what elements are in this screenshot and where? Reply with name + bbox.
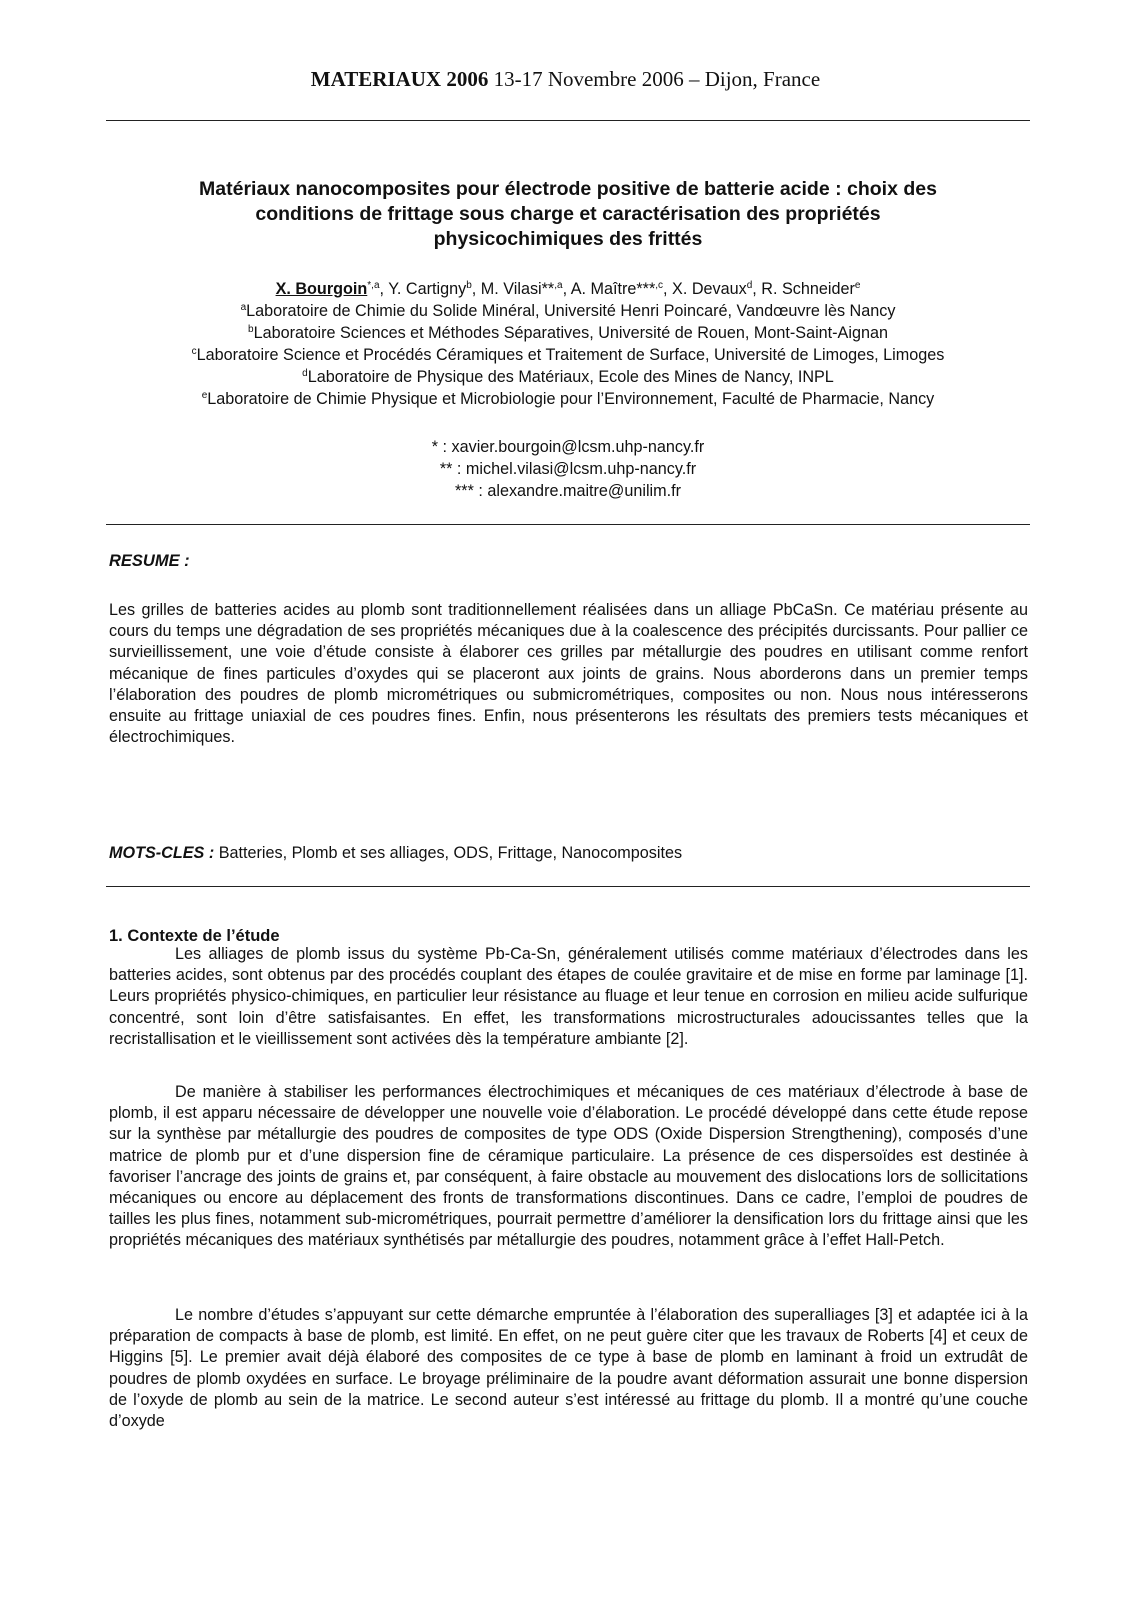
affiliation-mark: e [201,390,208,401]
affiliation [106,344,1030,366]
author-separator: , [471,280,481,298]
author-separator: , [752,280,762,298]
abstract-label: RESUME : [109,552,190,570]
author-separator: , [663,280,673,298]
author-name: R. Schneider [761,280,855,298]
section-heading: 1. Contexte de l’étude [109,927,280,945]
conference-dates: 13-17 Novembre 2006 – Dijon, France [488,67,821,91]
affiliation [106,388,1030,410]
author-affil-mark: d [746,280,753,291]
author-affil-mark: e [854,280,861,291]
affiliation-mark: a [240,302,247,313]
author-name: Y. Cartigny [388,280,467,298]
author-name: X. Bourgoin [275,280,368,298]
author-affil-mark: ,a [554,280,563,291]
body-paragraph: Le nombre d’études s’appuyant sur cette démarche empruntée à l’élaboration des superalliages [3] et adaptée ici à la préparation de compacts à base de plomb, est limité. En effet, on ne peut guère citer que les travaux de Roberts [4] et ceux de Higgins [5]. Le premier avait déjà élaboré des composites de ce type à base de plomb en laminant à froid un extrudât de poudres de plomb oxydées en surface. Le broyage préliminaire de la poudre avant déformation assurait une bonne dispersion de l’oxyde de plomb au sein de la matrice. Le second auteur s’est intéressé au frittage du plomb. Il a montré qu’une couche d’oxyde [109,1306,1028,1431]
conference-name: MATERIAUX 2006 [310,67,489,91]
affiliation-text: Laboratoire Science et Procédés Céramiques et Traitement de Surface, Université de Limoges, Limoges [196,346,945,364]
body-paragraph: De manière à stabiliser les performances électrochimiques et mécaniques de ces matériaux d’électrode à base de plomb, il est apparu nécessaire de développer une nouvelle voie d’élaboration. Le procédé développé dans cette étude repose sur la synthèse par métallurgie des poudres de composites de type ODS (Oxide Dispersion Strengthening), composés d’une matrice de plomb pur et d’une dispersion fine de céramique particulaire. La présence de ces dispersoïdes est destinée à favoriser l’ancrage des joints de grains et, par conséquent, à faire obstacle au mouvement des dislocations lors de sollicitations mécaniques ou encore au déplacement des fronts de transformations discontinues. Dans ce cadre, l’emploi de poudres de tailles les plus fines, notamment sub-micrométriques, pourrait permettre d’améliorer la densification lors du frittage ainsi que les propriétés mécaniques des matériaux synthétisés par métallurgie des poudres, notamment grâce à l’effet Hall-Petch. [109,1083,1028,1250]
affiliation-text: Laboratoire de Physique des Matériaux, Ecole des Mines de Nancy, INPL [307,368,834,386]
keywords [109,842,1028,864]
email-line: * : xavier.bourgoin@lcsm.uhp-nancy.fr [431,438,705,456]
author-name: A. Maître*** [570,280,656,298]
author-list [106,278,1030,300]
affiliation [106,322,1030,344]
keywords-text: Batteries, Plomb et ses alliages, ODS, Frittage, Nanocomposites [214,844,683,862]
body-paragraph: Les alliages de plomb issus du système Pb-Ca-Sn, généralement utilisés comme matériaux d’électrodes dans les batteries acides, sont obtenus par des procédés couplant des étapes de coulée gravitaire et de mise en forme par laminage [1]. Leurs propriétés physico-chimiques, en particulier leur résistance au fluage et leur tenue en corrosion en milieu acide sulfurique concentré, sont loin d’être satisfaisantes. En effet, les transformations microstructurales adoucissantes telles que la recristallisation et le vieillissement sont activées dès la température ambiante [2]. [109,945,1028,1048]
section-rule [106,524,1030,525]
affiliation-mark: d [302,368,308,379]
abstract-text: Les grilles de batteries acides au plomb sont traditionnellement réalisées dans un alliage PbCaSn. Ce matériau présente au cours du temps une dégradation de ses propriétés mécaniques due à la coalescence des précipités durcissants. Pour pallier ce survieillissement, une voie d’étude consiste à élaborer ces grilles par métallurgie des poudres en utilisant comme renfort mécanique de fines particules d’oxydes qui se placeront aux joints de grains. Nous aborderons dans un premier temps l’élaboration des poudres de plomb micrométriques ou submicrométriques, composites ou non. Nous nous intéresserons ensuite au frittage uniaxial de ces poudres fines. Enfin, nous présenterons les résultats des premiers tests mécaniques et électrochimiques. [109,601,1028,747]
author-affil-mark: ,c [655,280,664,291]
contact-emails [106,436,1030,502]
paper-title [106,177,1030,252]
section-rule [106,886,1030,887]
title-line: conditions de frittage sous charge et caractérisation des propriétés [255,203,881,225]
author-affil-mark: *,a [367,280,380,291]
email-line: *** : alexandre.maitre@unilim.fr [454,482,682,500]
affiliation-text: Laboratoire de Chimie Physique et Microbiologie pour l’Environnement, Faculté de Pharmacie, Nancy [207,390,935,408]
author-separator: , [379,280,389,298]
affiliation-text: Laboratoire de Chimie du Solide Minéral, Université Henri Poincaré, Vandœuvre lès Nancy [246,302,896,320]
affiliation-mark: b [248,324,254,335]
title-line: Matériaux nanocomposites pour électrode positive de batterie acide : choix des [199,178,937,200]
affiliation [106,366,1030,388]
running-header [0,66,1131,92]
author-name: X. Devaux [672,280,747,298]
header-rule [106,120,1030,121]
affiliation [106,300,1030,322]
affiliation-mark: c [191,346,197,357]
affiliation-text: Laboratoire Sciences et Méthodes Séparatives, Université de Rouen, Mont-Saint-Aignan [253,324,888,342]
author-name: M. Vilasi** [480,280,555,298]
email-line: ** : michel.vilasi@lcsm.uhp-nancy.fr [439,460,697,478]
title-line: physicochimiques des frittés [433,228,703,250]
author-separator: , [562,280,571,298]
author-affil-mark: b [466,280,472,291]
affiliation-list [106,300,1030,410]
keywords-label: MOTS-CLES : [109,844,215,862]
